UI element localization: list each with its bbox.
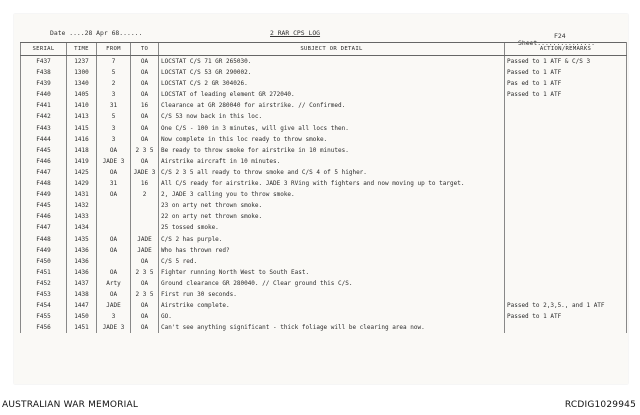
- log-title: 2 RAR CPS LOG: [270, 29, 321, 37]
- date-field: Date ....28 Apr 68......: [50, 29, 143, 37]
- cell-time: 1410: [67, 100, 97, 111]
- table-row: [21, 145, 627, 156]
- cell-to: OA: [131, 111, 159, 122]
- table-row: [21, 189, 627, 200]
- archive-footer: [0, 396, 640, 415]
- cell-detail: 25 tossed smoke.: [159, 222, 505, 233]
- table-row: [21, 134, 627, 145]
- cell-serial: F454: [21, 300, 67, 311]
- cell-action: [505, 178, 627, 189]
- table-row: [21, 78, 627, 89]
- date-value: 28 Apr 68: [84, 29, 120, 37]
- cell-serial: F451: [21, 267, 67, 278]
- archive-name: AUSTRALIAN WAR MEMORIAL: [2, 400, 139, 410]
- cell-serial: F446: [21, 156, 67, 167]
- cell-detail: Can't see anything significant - thick foliage will be clearing area now.: [159, 322, 505, 333]
- cell-time: 1340: [67, 78, 97, 89]
- cell-action: [505, 123, 627, 134]
- page-number: F24: [554, 32, 566, 40]
- cell-serial: F456: [21, 322, 67, 333]
- cell-serial: F439: [21, 78, 67, 89]
- cell-time: 1416: [67, 134, 97, 145]
- cell-from: [97, 222, 131, 233]
- cell-from: OA: [97, 167, 131, 178]
- col-action: ACTION/REMARKS: [505, 43, 627, 56]
- cell-to: OA: [131, 67, 159, 78]
- cell-detail: One C/S - 100 in 3 minutes, will give all locs then.: [159, 123, 505, 134]
- table-row: [21, 234, 627, 245]
- cell-serial: F440: [21, 89, 67, 100]
- cell-time: 1433: [67, 211, 97, 222]
- cell-detail: Airstrike complete.: [159, 300, 505, 311]
- cell-time: 1405: [67, 89, 97, 100]
- cell-detail: Ground clearance GR 280040. // Clear ground this C/S.: [159, 278, 505, 289]
- archive-id: RCDIG1029945: [564, 400, 636, 410]
- cell-detail: 23 on arty net thrown smoke.: [159, 200, 505, 211]
- cell-time: 1415: [67, 123, 97, 134]
- cell-detail: C/S 5 red.: [159, 256, 505, 267]
- cell-serial: F447: [21, 167, 67, 178]
- cell-action: [505, 211, 627, 222]
- sheet-field: Sheet...............: [518, 39, 595, 47]
- cell-to: JADE: [131, 245, 159, 256]
- cell-serial: F455: [21, 311, 67, 322]
- cell-to: JADE 3: [131, 167, 159, 178]
- cell-to: [131, 211, 159, 222]
- cell-time: 1429: [67, 178, 97, 189]
- table-row: [21, 178, 627, 189]
- log-body: [21, 56, 627, 334]
- cell-to: OA: [131, 322, 159, 333]
- table-row: [21, 111, 627, 122]
- table-row: [21, 289, 627, 300]
- cell-detail: C/S 2 3 5 all ready to throw smoke and C/S 4 of 5 higher.: [159, 167, 505, 178]
- cell-from: JADE: [97, 300, 131, 311]
- cell-to: OA: [131, 156, 159, 167]
- cell-detail: LOCSTAT C/S 71 GR 265030.: [159, 56, 505, 68]
- cell-action: Passed to 2,3,5., and 1 ATF: [505, 300, 627, 311]
- cell-time: 1436: [67, 256, 97, 267]
- cell-from: OA: [97, 245, 131, 256]
- cell-from: 5: [97, 67, 131, 78]
- table-row: [21, 200, 627, 211]
- cell-serial: F448: [21, 234, 67, 245]
- cell-from: 3: [97, 134, 131, 145]
- cell-time: 1436: [67, 267, 97, 278]
- table-row: [21, 100, 627, 111]
- cell-action: [505, 234, 627, 245]
- cell-detail: LOCSTAT C/S 53 GR 290002.: [159, 67, 505, 78]
- cell-detail: Clearance at GR 280040 for airstrike. // Confirmed.: [159, 100, 505, 111]
- cell-action: [505, 200, 627, 211]
- cell-time: 1450: [67, 311, 97, 322]
- cell-time: 1435: [67, 234, 97, 245]
- cell-from: OA: [97, 145, 131, 156]
- cell-time: 1413: [67, 111, 97, 122]
- table-row: [21, 278, 627, 289]
- cell-time: 1432: [67, 200, 97, 211]
- cell-serial: F443: [21, 123, 67, 134]
- table-row: [21, 322, 627, 333]
- cell-action: Passed to 1 ATF: [505, 89, 627, 100]
- cell-detail: LOCSTAT C/S 2 GR 304026.: [159, 78, 505, 89]
- cell-to: OA: [131, 134, 159, 145]
- cell-to: OA: [131, 256, 159, 267]
- cell-action: [505, 134, 627, 145]
- cell-time: 1237: [67, 56, 97, 68]
- cell-from: 7: [97, 56, 131, 68]
- cell-serial: F448: [21, 178, 67, 189]
- cell-action: [505, 278, 627, 289]
- cell-from: [97, 256, 131, 267]
- cell-action: [505, 289, 627, 300]
- cell-to: 16: [131, 100, 159, 111]
- cell-serial: F442: [21, 111, 67, 122]
- cell-from: 2: [97, 78, 131, 89]
- table-row: [21, 245, 627, 256]
- cell-detail: Be ready to throw smoke for airstrike in 10 minutes.: [159, 145, 505, 156]
- cell-from: 3: [97, 311, 131, 322]
- cell-to: 16: [131, 178, 159, 189]
- cell-serial: F450: [21, 256, 67, 267]
- cell-detail: GO.: [159, 311, 505, 322]
- cell-time: 1437: [67, 278, 97, 289]
- log-table: [20, 42, 627, 333]
- cell-serial: F446: [21, 211, 67, 222]
- cell-action: [505, 322, 627, 333]
- cell-to: OA: [131, 123, 159, 134]
- cell-detail: 2, JADE 3 calling you to throw smoke.: [159, 189, 505, 200]
- cell-from: JADE 3: [97, 322, 131, 333]
- cell-detail: First run 30 seconds.: [159, 289, 505, 300]
- cell-time: 1300: [67, 67, 97, 78]
- cell-from: Arty: [97, 278, 131, 289]
- cell-serial: F445: [21, 145, 67, 156]
- sheet-label: Sheet: [518, 39, 538, 47]
- cell-time: 1419: [67, 156, 97, 167]
- cell-detail: C/S 53 now back in this loc.: [159, 111, 505, 122]
- table-row: [21, 67, 627, 78]
- cell-to: OA: [131, 89, 159, 100]
- col-time: TIME: [67, 43, 97, 56]
- col-from: FROM: [97, 43, 131, 56]
- cell-detail: All C/S ready for airstrike. JADE 3 RVing with fighters and now moving up to target.: [159, 178, 505, 189]
- cell-action: Pas ed to 1 ATF: [505, 78, 627, 89]
- cell-from: OA: [97, 289, 131, 300]
- cell-action: [505, 156, 627, 167]
- cell-serial: F441: [21, 100, 67, 111]
- col-subject: SUBJECT OR DETAIL: [159, 43, 505, 56]
- cell-detail: 22 on arty net thrown smoke.: [159, 211, 505, 222]
- cell-serial: F453: [21, 289, 67, 300]
- cell-detail: Airstrike aircraft in 10 minutes.: [159, 156, 505, 167]
- cell-to: OA: [131, 278, 159, 289]
- cell-action: [505, 167, 627, 178]
- cell-time: 1425: [67, 167, 97, 178]
- cell-action: [505, 145, 627, 156]
- cell-from: OA: [97, 189, 131, 200]
- cell-action: Passed to 1 ATF & C/S 3: [505, 56, 627, 68]
- cell-from: OA: [97, 234, 131, 245]
- cell-action: [505, 267, 627, 278]
- cell-to: OA: [131, 56, 159, 68]
- cell-time: 1436: [67, 245, 97, 256]
- cell-detail: Who has thrown red?: [159, 245, 505, 256]
- table-row: [21, 156, 627, 167]
- cell-to: 2: [131, 189, 159, 200]
- col-to: TO: [131, 43, 159, 56]
- cell-from: 5: [97, 111, 131, 122]
- cell-time: 1438: [67, 289, 97, 300]
- cell-to: [131, 200, 159, 211]
- table-row: [21, 222, 627, 233]
- cell-action: [505, 256, 627, 267]
- cell-action: [505, 222, 627, 233]
- cell-action: [505, 189, 627, 200]
- cell-action: [505, 100, 627, 111]
- table-row: [21, 123, 627, 134]
- cell-from: 3: [97, 123, 131, 134]
- table-row: [21, 311, 627, 322]
- cell-action: Passed to 1 ATF: [505, 67, 627, 78]
- cell-from: [97, 211, 131, 222]
- table-row: [21, 267, 627, 278]
- cell-to: OA: [131, 311, 159, 322]
- cell-to: OA: [131, 300, 159, 311]
- cell-time: 1451: [67, 322, 97, 333]
- cell-serial: F449: [21, 189, 67, 200]
- table-row: [21, 300, 627, 311]
- cell-to: 2 3 5: [131, 289, 159, 300]
- cell-serial: F445: [21, 200, 67, 211]
- cell-serial: F447: [21, 222, 67, 233]
- date-label: Date: [50, 29, 66, 37]
- table-row: [21, 89, 627, 100]
- cell-time: 1431: [67, 189, 97, 200]
- cell-from: [97, 200, 131, 211]
- cell-to: [131, 222, 159, 233]
- cell-to: OA: [131, 78, 159, 89]
- cell-serial: F444: [21, 134, 67, 145]
- cell-action: [505, 111, 627, 122]
- cell-detail: C/S 2 has purple.: [159, 234, 505, 245]
- cell-serial: F437: [21, 56, 67, 68]
- cell-from: OA: [97, 267, 131, 278]
- cell-to: JADE: [131, 234, 159, 245]
- cell-from: 3: [97, 89, 131, 100]
- cell-serial: F438: [21, 67, 67, 78]
- cell-time: 1418: [67, 145, 97, 156]
- cell-detail: Fighter running North West to South East.: [159, 267, 505, 278]
- table-row: [21, 56, 627, 68]
- cell-action: [505, 245, 627, 256]
- cell-serial: F452: [21, 278, 67, 289]
- cell-action: Passed to 1 ATF: [505, 311, 627, 322]
- cell-time: 1434: [67, 222, 97, 233]
- cell-from: 31: [97, 100, 131, 111]
- cell-from: JADE 3: [97, 156, 131, 167]
- table-row: [21, 167, 627, 178]
- table-header-row: [21, 43, 627, 56]
- cell-serial: F449: [21, 245, 67, 256]
- cell-time: 1447: [67, 300, 97, 311]
- cell-detail: Now complete in this loc ready to throw smoke.: [159, 134, 505, 145]
- log-sheet: [14, 14, 628, 384]
- cell-detail: LOCSTAT of leading element GR 272040.: [159, 89, 505, 100]
- cell-to: 2 3 5: [131, 145, 159, 156]
- cell-to: 2 3 5: [131, 267, 159, 278]
- table-row: [21, 256, 627, 267]
- table-row: [21, 211, 627, 222]
- cell-from: 31: [97, 178, 131, 189]
- col-serial: SERIAL: [21, 43, 67, 56]
